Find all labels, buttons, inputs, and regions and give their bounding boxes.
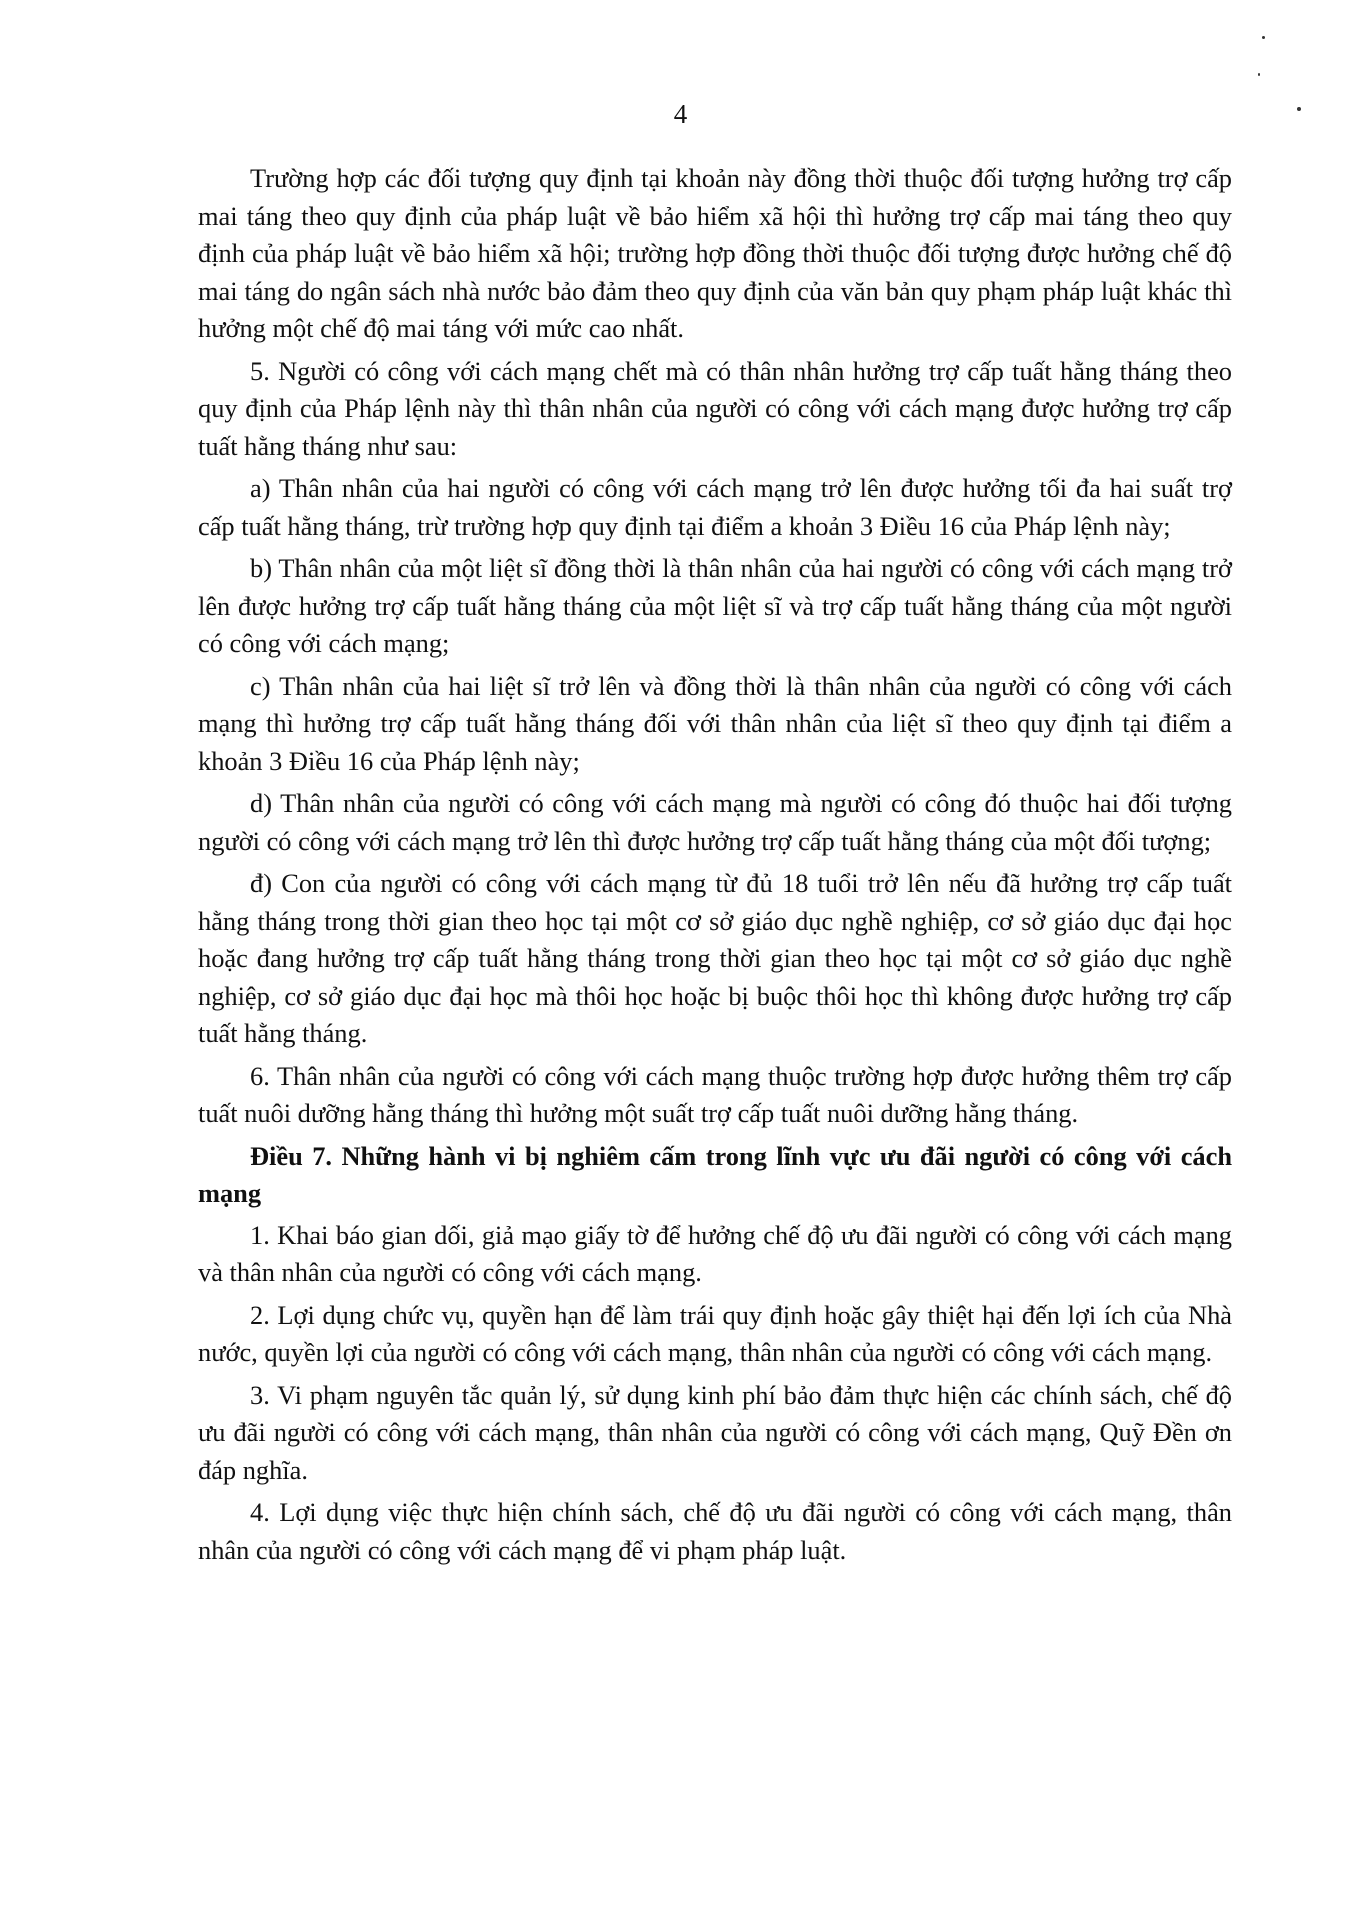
article-7-item-2: 2. Lợi dụng chức vụ, quyền hạn để làm trái quy định hoặc gây thiệt hại đến lợi ích của Nhà nước, quyền lợi của người có công với cách mạng, thân nhân của người có công với cách mạng. [198, 1299, 1232, 1367]
paragraph-burial-allowance: Trường hợp các đối tượng quy định tại khoản này đồng thời thuộc đối tượng hưởng trợ cấp mai táng theo quy định của pháp luật về bảo hiểm xã hội thì hưởng trợ cấp mai táng theo quy định của pháp luật về bảo hiểm xã hội; trường hợp đồng thời thuộc đối tượng được hưởng chế độ mai táng do ngân sách nhà nước bảo đảm theo quy định của văn bản quy phạm pháp luật khác thì hưởng một chế độ mai táng với mức cao nhất. [198, 163, 1232, 343]
article-7-item-3: 3. Vi phạm nguyên tắc quản lý, sử dụng kinh phí bảo đảm thực hiện các chính sách, chế độ ưu đãi người có công với cách mạng, thân nhân của người có công với cách mạng, Quỹ Đền ơn đáp nghĩa. [198, 1379, 1232, 1485]
paragraph-clause-5a: a) Thân nhân của hai người có công với cách mạng trở lên được hưởng tối đa hai suất trợ cấp tuất hằng tháng, trừ trường hợp quy định tại điểm a khoản 3 Điều 16 của Pháp lệnh này; [198, 473, 1232, 541]
paragraph-clause-5b: b) Thân nhân của một liệt sĩ đồng thời là thân nhân của hai người có công với cách mạng trở lên được hưởng trợ cấp tuất hằng tháng của một liệt sĩ và trợ cấp tuất hằng tháng của một người có công với cách mạng; [198, 553, 1232, 658]
scan-speck [1258, 73, 1260, 76]
paragraph-clause-5d: d) Thân nhân của người có công với cách mạng mà người có công đó thuộc hai đối tượng người có công với cách mạng trở lên thì được hưởng trợ cấp tuất hằng tháng của một đối tượng; [198, 788, 1232, 856]
paragraph-clause-5dd: đ) Con của người có công với cách mạng từ đủ 18 tuổi trở lên nếu đã hưởng trợ cấp tuất hằng tháng trong thời gian theo học tại một cơ sở giáo dục nghề nghiệp, cơ sở giáo dục đại học hoặc đang hưởng trợ cấp tuất hằng tháng trong thời gian theo học tại một cơ sở giáo dục nghề nghiệp, cơ sở giáo dục đại học mà thôi học hoặc bị buộc thôi học thì không được hưởng trợ cấp tuất hằng tháng. [198, 868, 1232, 1048]
paragraph-clause-5c: c) Thân nhân của hai liệt sĩ trở lên và đồng thời là thân nhân của người có công với cách mạng thì hưởng trợ cấp tuất hằng tháng đối với thân nhân của liệt sĩ theo quy định tại điểm a khoản 3 Điều 16 của Pháp lệnh này; [198, 670, 1232, 776]
document-body [198, 160, 1232, 1574]
paragraph-clause-5: 5. Người có công với cách mạng chết mà có thân nhân hưởng trợ cấp tuất hằng tháng theo quy định của Pháp lệnh này thì thân nhân của người có công với cách mạng được hưởng trợ cấp tuất hằng tháng như sau: [198, 355, 1232, 461]
article-7-heading: Điều 7. Những hành vi bị nghiêm cấm trong lĩnh vực ưu đãi người có công với cách mạng [198, 1140, 1232, 1208]
article-7-item-4: 4. Lợi dụng việc thực hiện chính sách, chế độ ưu đãi người có công với cách mạng, thân nhân của người có công với cách mạng để vi phạm pháp luật. [198, 1497, 1232, 1565]
article-7-item-1: 1. Khai báo gian dối, giả mạo giấy tờ để hưởng chế độ ưu đãi người có công với cách mạng và thân nhân của người có công với cách mạng. [198, 1219, 1232, 1287]
paragraph-clause-6: 6. Thân nhân của người có công với cách mạng thuộc trường hợp được hưởng thêm trợ cấp tuất nuôi dưỡng hằng tháng thì hưởng một suất trợ cấp tuất nuôi dưỡng hằng tháng. [198, 1060, 1232, 1128]
scan-speck [1262, 36, 1265, 39]
page-number: 4 [673, 99, 688, 129]
